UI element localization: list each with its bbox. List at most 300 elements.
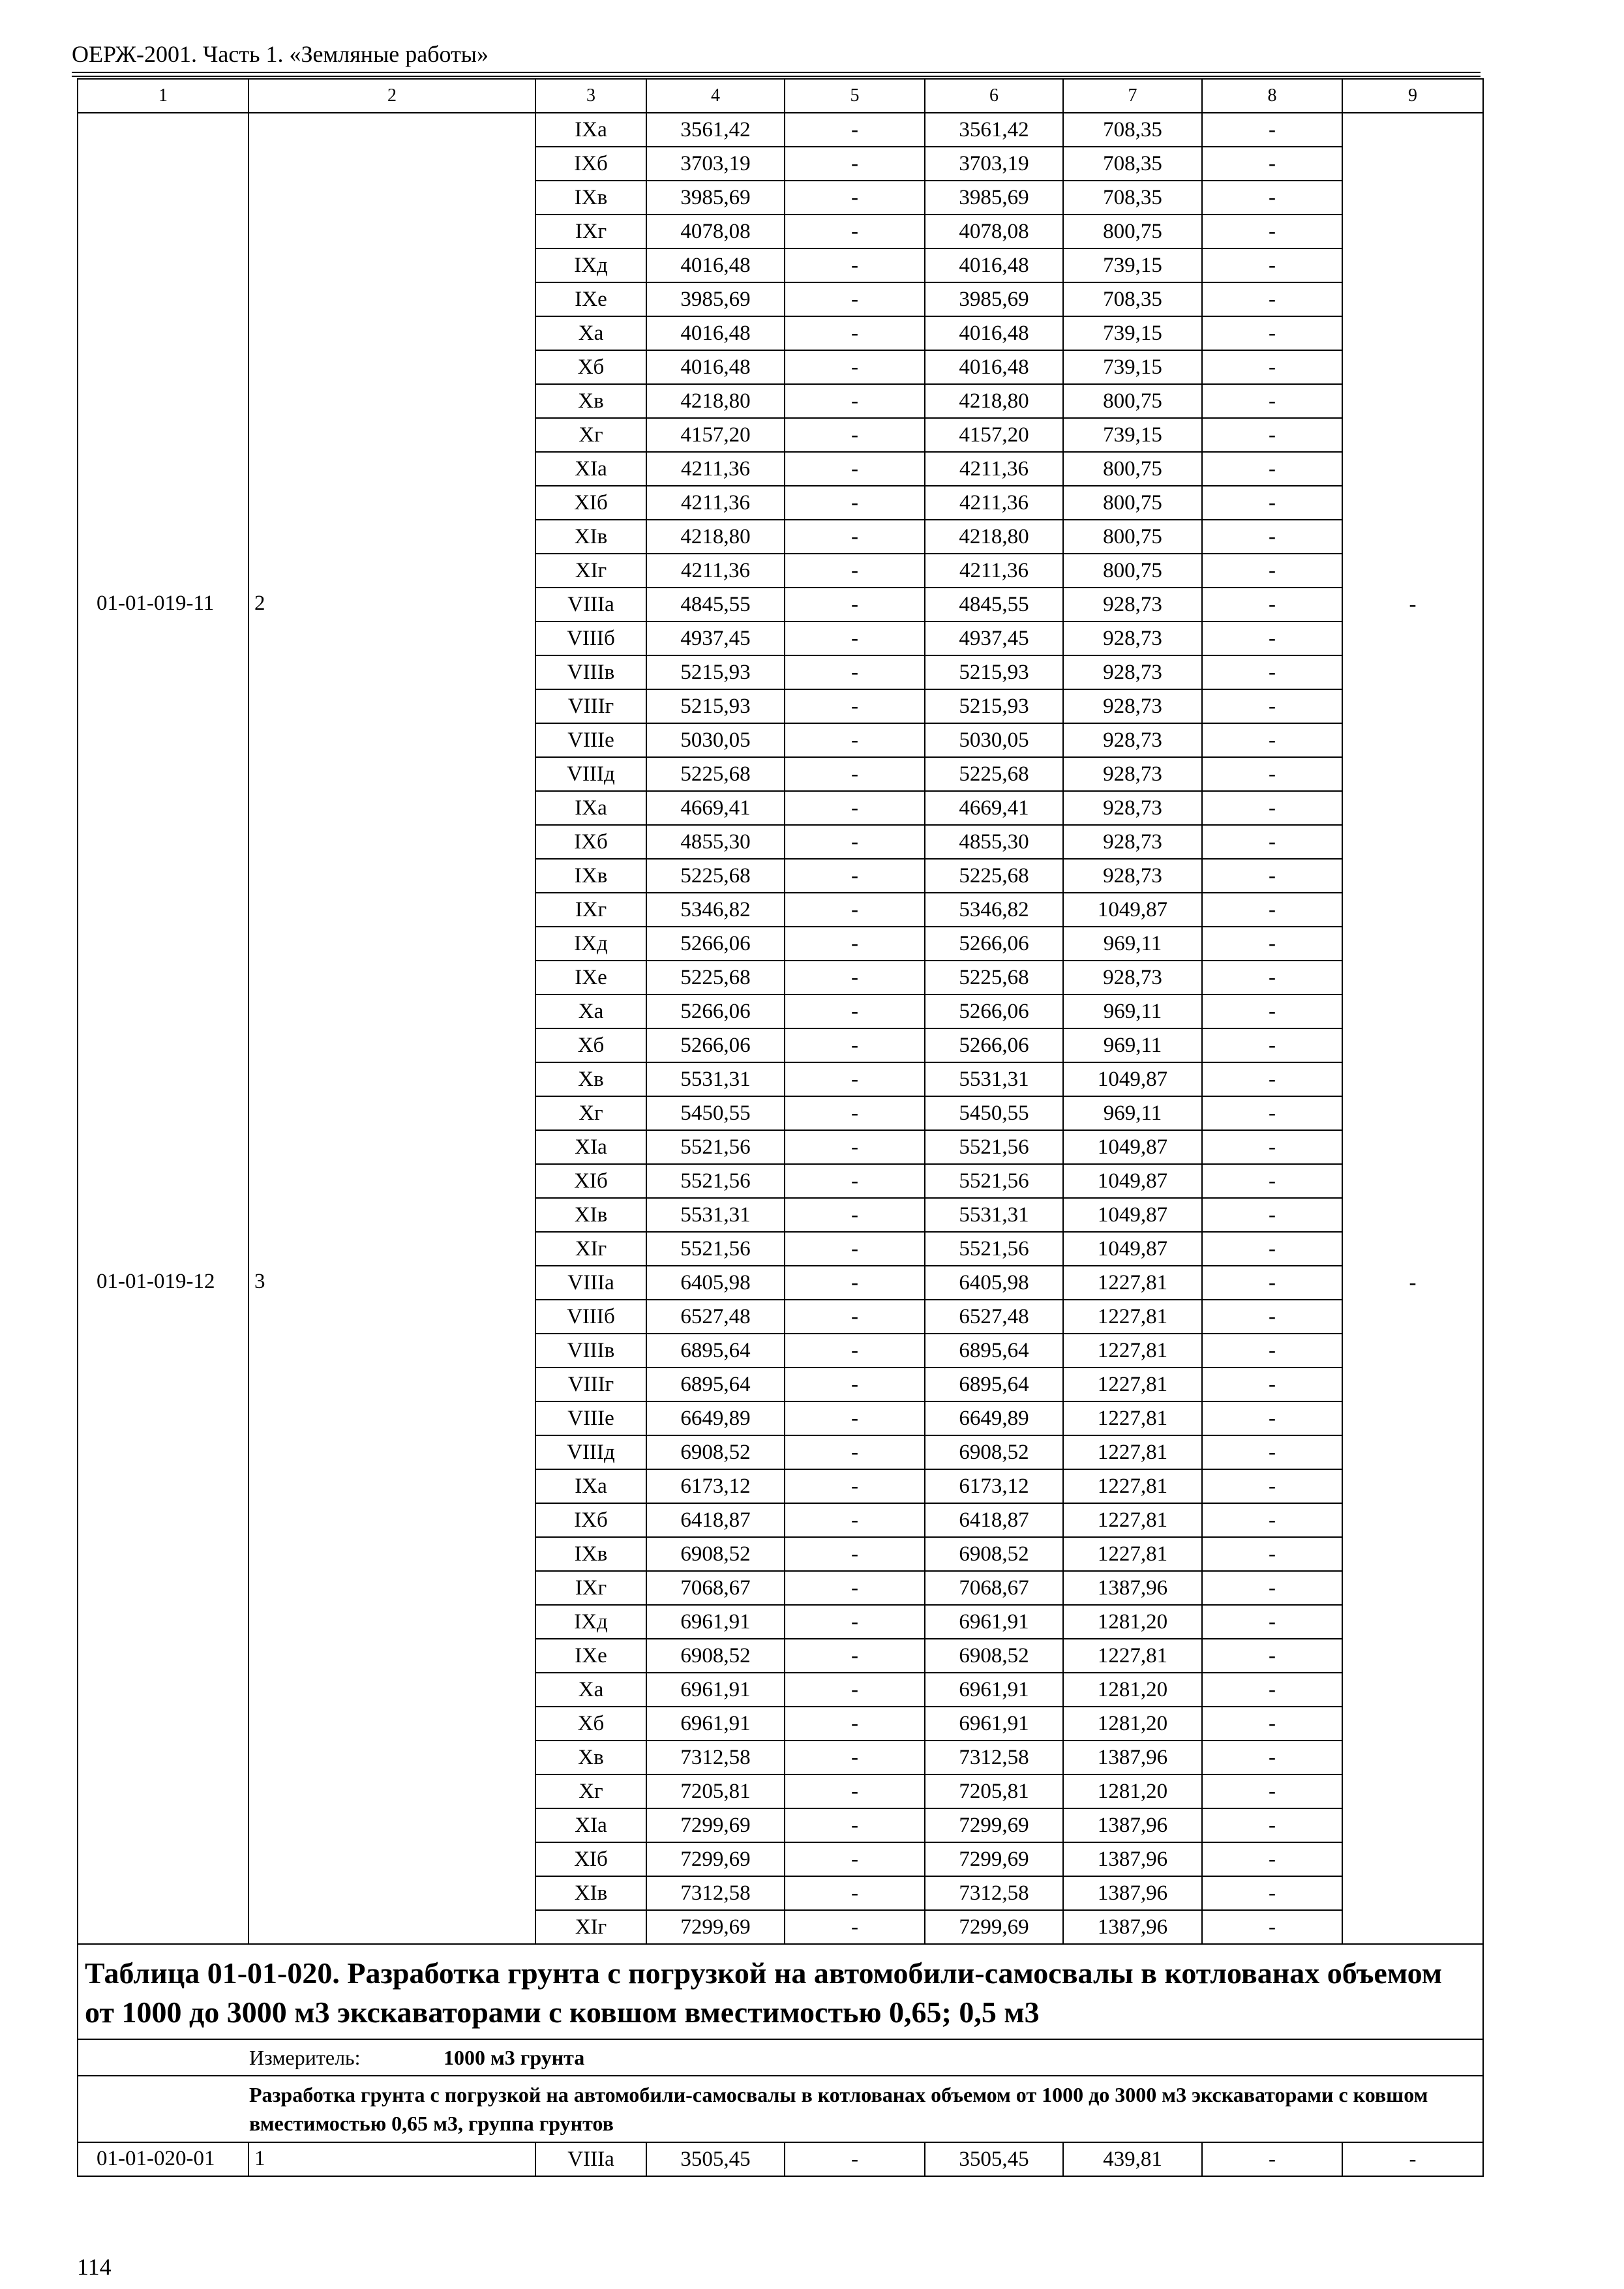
code-cell — [78, 1537, 248, 1571]
table-cell: - — [1202, 248, 1342, 282]
table-cell: XIв — [535, 1198, 646, 1232]
table-cell: - — [785, 1639, 925, 1673]
table-cell: 739,15 — [1063, 316, 1202, 350]
name-cell — [248, 113, 535, 147]
table-cell: 928,73 — [1063, 689, 1202, 723]
col9-cell — [1342, 1605, 1483, 1639]
table-row — [78, 655, 1483, 689]
table-cell: - — [785, 859, 925, 893]
name-cell — [248, 1876, 535, 1910]
column-number: 8 — [1202, 79, 1342, 113]
code-cell — [78, 825, 248, 859]
code-cell — [78, 418, 248, 452]
table-cell: IXб — [535, 1503, 646, 1537]
table-cell: 3505,45 — [925, 2142, 1063, 2176]
col9-cell — [1342, 1028, 1483, 1062]
table-cell: XIг — [535, 554, 646, 588]
table-row — [78, 1774, 1483, 1808]
column-number: 4 — [646, 79, 785, 113]
table-row — [78, 1571, 1483, 1605]
table-row — [78, 757, 1483, 791]
code-cell — [78, 486, 248, 520]
table-row — [78, 181, 1483, 215]
name-cell — [248, 1232, 535, 1266]
table-cell: VIIIв — [535, 655, 646, 689]
table-cell: - — [1202, 1707, 1342, 1741]
col9-cell — [1342, 1876, 1483, 1910]
table-cell: 969,11 — [1063, 927, 1202, 961]
code-cell — [78, 452, 248, 486]
table-cell: Xа — [535, 316, 646, 350]
col9-cell — [1342, 486, 1483, 520]
meter-cell — [78, 2039, 1483, 2076]
table-cell: 3985,69 — [925, 282, 1063, 316]
table-cell: - — [785, 2142, 925, 2176]
col9-cell — [1342, 1503, 1483, 1537]
col9-cell — [1342, 927, 1483, 961]
code-cell — [78, 1774, 248, 1808]
table-cell: 6418,87 — [646, 1503, 785, 1537]
meter-value: 1000 м3 грунта — [444, 2046, 585, 2069]
table-cell: - — [785, 215, 925, 248]
name-cell — [248, 1469, 535, 1503]
table-cell: - — [785, 1503, 925, 1537]
column-number: 6 — [925, 79, 1063, 113]
name-cell — [248, 1164, 535, 1198]
table-cell: Xв — [535, 1062, 646, 1096]
table-row — [78, 1707, 1483, 1741]
table-cell: 708,35 — [1063, 113, 1202, 147]
table-cell: IXа — [535, 791, 646, 825]
table-row — [78, 215, 1483, 248]
table-cell: VIIIв — [535, 1334, 646, 1368]
table-cell: - — [1202, 486, 1342, 520]
col9-cell — [1342, 723, 1483, 757]
table-row — [78, 1096, 1483, 1130]
table-cell: - — [1202, 384, 1342, 418]
code-cell — [78, 1368, 248, 1401]
col9-cell — [1342, 282, 1483, 316]
table-cell: - — [1202, 350, 1342, 384]
table-cell: - — [1202, 723, 1342, 757]
table-row — [78, 961, 1483, 995]
name-cell — [248, 791, 535, 825]
table-cell: - — [1202, 825, 1342, 859]
code-cell — [78, 1232, 248, 1266]
rates-table — [77, 78, 1484, 2177]
name-cell — [248, 893, 535, 927]
table-cell: - — [1202, 520, 1342, 554]
table-cell: - — [1202, 1639, 1342, 1673]
col9-cell — [1342, 1808, 1483, 1842]
table-cell: - — [1202, 893, 1342, 927]
code-cell — [78, 1707, 248, 1741]
table-cell: 6908,52 — [925, 1537, 1063, 1571]
table-cell: - — [1202, 1774, 1342, 1808]
table-cell: - — [785, 147, 925, 181]
name-cell — [248, 655, 535, 689]
table-cell: 6908,52 — [646, 1537, 785, 1571]
name-cell — [248, 215, 535, 248]
table-row — [78, 486, 1483, 520]
column-number: 5 — [785, 79, 925, 113]
col9-cell — [1342, 147, 1483, 181]
table-cell: 1227,81 — [1063, 1368, 1202, 1401]
table-cell: 3561,42 — [646, 113, 785, 147]
table-cell: 1049,87 — [1063, 1198, 1202, 1232]
table-cell: - — [785, 1876, 925, 1910]
table-cell: Xа — [535, 1673, 646, 1707]
table-row — [78, 1469, 1483, 1503]
table-cell: 5030,05 — [925, 723, 1063, 757]
table-cell: 6527,48 — [646, 1300, 785, 1334]
table-cell: 5531,31 — [646, 1062, 785, 1096]
col9-cell — [1342, 1741, 1483, 1774]
code-cell — [78, 147, 248, 181]
col9-cell — [1342, 961, 1483, 995]
column-number: 1 — [78, 79, 248, 113]
name-cell: 1 — [248, 2142, 535, 2176]
table-cell: - — [785, 486, 925, 520]
table-cell: 6961,91 — [646, 1673, 785, 1707]
table-cell: 739,15 — [1063, 350, 1202, 384]
table-cell: IXе — [535, 961, 646, 995]
table-row — [78, 1062, 1483, 1096]
table-row — [78, 282, 1483, 316]
table-cell: 4937,45 — [646, 621, 785, 655]
table-cell: IXв — [535, 1537, 646, 1571]
name-cell — [248, 1673, 535, 1707]
table-cell: XIв — [535, 1876, 646, 1910]
table-cell: - — [785, 1401, 925, 1435]
table-cell: 6961,91 — [646, 1707, 785, 1741]
name-cell — [248, 1571, 535, 1605]
table-cell: 6961,91 — [925, 1605, 1063, 1639]
name-cell — [248, 757, 535, 791]
name-cell — [248, 350, 535, 384]
table-row — [78, 825, 1483, 859]
name-cell — [248, 1130, 535, 1164]
code-cell: 01-01-019-11 — [78, 588, 248, 621]
code-cell — [78, 1334, 248, 1368]
table-cell: 5450,55 — [925, 1096, 1063, 1130]
table-cell: - — [1202, 1435, 1342, 1469]
table-row — [78, 1605, 1483, 1639]
table-cell: 7299,69 — [646, 1910, 785, 1944]
table-row — [78, 2142, 1483, 2176]
table-cell: - — [785, 1164, 925, 1198]
table-cell: XIа — [535, 1808, 646, 1842]
name-cell — [248, 181, 535, 215]
table-cell: 6961,91 — [646, 1605, 785, 1639]
name-cell — [248, 282, 535, 316]
table-cell: 6418,87 — [925, 1503, 1063, 1537]
col9-cell: - — [1342, 2142, 1483, 2176]
table-title-row — [78, 1944, 1483, 2039]
code-cell — [78, 1503, 248, 1537]
table-row — [78, 1537, 1483, 1571]
table-cell: 7068,67 — [646, 1571, 785, 1605]
table-cell: 5215,93 — [646, 655, 785, 689]
code-cell — [78, 282, 248, 316]
table-cell: 4855,30 — [925, 825, 1063, 859]
code-cell — [78, 1842, 248, 1876]
table-cell: 6649,89 — [646, 1401, 785, 1435]
table-row — [78, 1334, 1483, 1368]
code-cell — [78, 1130, 248, 1164]
table-cell: - — [1202, 1368, 1342, 1401]
table-row — [78, 418, 1483, 452]
table-cell: IXд — [535, 248, 646, 282]
name-cell — [248, 961, 535, 995]
table-cell: - — [785, 1232, 925, 1266]
table-cell: Xа — [535, 995, 646, 1028]
table-row — [78, 791, 1483, 825]
table-row — [78, 316, 1483, 350]
col9-cell — [1342, 1368, 1483, 1401]
name-cell — [248, 1435, 535, 1469]
table-cell: 6961,91 — [925, 1673, 1063, 1707]
table-cell: IXг — [535, 215, 646, 248]
code-cell — [78, 1164, 248, 1198]
table-row — [78, 1842, 1483, 1876]
col9-cell — [1342, 1130, 1483, 1164]
table-title: Таблица 01-01-020. Разработка грунта с погрузкой на автомобили-самосвалы в котлованах объемом от 1000 до 3000 м3 экскаваторами с ковшом вместимостью 0,65; 0,5 м3 — [78, 1944, 1483, 2039]
table-cell: 7299,69 — [925, 1808, 1063, 1842]
name-cell — [248, 995, 535, 1028]
table-cell: - — [785, 282, 925, 316]
table-cell: 3703,19 — [646, 147, 785, 181]
table-cell: 800,75 — [1063, 486, 1202, 520]
table-cell: - — [1202, 1910, 1342, 1944]
col9-cell — [1342, 1401, 1483, 1435]
col9-cell — [1342, 1198, 1483, 1232]
name-cell — [248, 1707, 535, 1741]
name-cell — [248, 689, 535, 723]
table-cell: 1227,81 — [1063, 1639, 1202, 1673]
code-cell — [78, 689, 248, 723]
table-cell: 7299,69 — [646, 1808, 785, 1842]
table-cell: 6908,52 — [925, 1639, 1063, 1673]
table-cell: - — [785, 995, 925, 1028]
table-cell: 4669,41 — [925, 791, 1063, 825]
code-cell: 01-01-020-01 — [78, 2142, 248, 2176]
code-cell — [78, 248, 248, 282]
table-row — [78, 113, 1483, 147]
table-cell: - — [785, 1435, 925, 1469]
table-cell: - — [1202, 1469, 1342, 1503]
table-cell: 4937,45 — [925, 621, 1063, 655]
col9-cell — [1342, 757, 1483, 791]
table-cell: IXа — [535, 1469, 646, 1503]
col9-cell — [1342, 1707, 1483, 1741]
table-cell: - — [1202, 1605, 1342, 1639]
table-cell: XIг — [535, 1910, 646, 1944]
column-number: 2 — [248, 79, 535, 113]
table-cell: - — [1202, 181, 1342, 215]
table-cell: - — [1202, 927, 1342, 961]
table-cell: XIб — [535, 1164, 646, 1198]
table-cell: 7299,69 — [925, 1842, 1063, 1876]
table-cell: 4845,55 — [925, 588, 1063, 621]
table-cell: 1049,87 — [1063, 893, 1202, 927]
table-cell: 5531,31 — [925, 1198, 1063, 1232]
table-cell: 6527,48 — [925, 1300, 1063, 1334]
table-cell: 928,73 — [1063, 757, 1202, 791]
code-cell — [78, 1062, 248, 1096]
table-cell: 5346,82 — [646, 893, 785, 927]
page-number: 114 — [77, 2254, 112, 2280]
table-cell: IXе — [535, 1639, 646, 1673]
table-cell: - — [1202, 757, 1342, 791]
name-cell — [248, 1741, 535, 1774]
table-cell: 1281,20 — [1063, 1673, 1202, 1707]
table-cell: 928,73 — [1063, 621, 1202, 655]
name-cell — [248, 1401, 535, 1435]
table-cell: 928,73 — [1063, 961, 1202, 995]
col9-cell — [1342, 689, 1483, 723]
table-cell: 928,73 — [1063, 655, 1202, 689]
table-row — [78, 1028, 1483, 1062]
col9-cell — [1342, 1842, 1483, 1876]
table-cell: - — [1202, 1096, 1342, 1130]
name-cell — [248, 1774, 535, 1808]
table-cell: - — [785, 655, 925, 689]
page-header: ОЕРЖ-2001. Часть 1. «Земляные работы» — [72, 41, 489, 67]
table-cell: 4016,48 — [925, 248, 1063, 282]
table-cell: Xг — [535, 1096, 646, 1130]
table-cell: Xб — [535, 350, 646, 384]
table-cell: 5215,93 — [925, 689, 1063, 723]
code-cell — [78, 893, 248, 927]
table-cell: 5225,68 — [925, 961, 1063, 995]
header-rule — [72, 72, 1481, 73]
name-cell — [248, 1605, 535, 1639]
table-cell: Xв — [535, 1741, 646, 1774]
table-cell: 6895,64 — [925, 1334, 1063, 1368]
section-desc-cell — [78, 2076, 1483, 2142]
col9-cell — [1342, 1469, 1483, 1503]
col9-cell — [1342, 1774, 1483, 1808]
table-cell: Xг — [535, 1774, 646, 1808]
table-cell: 5521,56 — [925, 1164, 1063, 1198]
code-cell: 01-01-019-12 — [78, 1266, 248, 1300]
table-cell: IXе — [535, 282, 646, 316]
table-cell: 800,75 — [1063, 215, 1202, 248]
table-cell: - — [1202, 1503, 1342, 1537]
table-cell: 4669,41 — [646, 791, 785, 825]
table-cell: - — [1202, 1401, 1342, 1435]
col9-cell: - — [1342, 1266, 1483, 1300]
table-cell: - — [1202, 452, 1342, 486]
code-cell — [78, 1571, 248, 1605]
table-cell: 1281,20 — [1063, 1774, 1202, 1808]
table-cell: IXв — [535, 181, 646, 215]
name-cell — [248, 859, 535, 893]
table-cell: Xг — [535, 418, 646, 452]
col9-cell — [1342, 113, 1483, 147]
table-cell: 5266,06 — [646, 927, 785, 961]
header-rule-2 — [72, 76, 1481, 77]
table-cell: 3561,42 — [925, 113, 1063, 147]
table-row — [78, 147, 1483, 181]
table-cell: 7312,58 — [646, 1741, 785, 1774]
table-cell: - — [1202, 1571, 1342, 1605]
code-cell — [78, 621, 248, 655]
table-cell: 4218,80 — [925, 520, 1063, 554]
table-cell: - — [1202, 588, 1342, 621]
column-number: 7 — [1063, 79, 1202, 113]
col9-cell — [1342, 825, 1483, 859]
table-cell: 5521,56 — [646, 1232, 785, 1266]
table-cell: 4016,48 — [646, 350, 785, 384]
table-cell: - — [1202, 1876, 1342, 1910]
table-cell: - — [785, 723, 925, 757]
table-cell: - — [785, 1571, 925, 1605]
name-cell — [248, 147, 535, 181]
table-cell: VIIIд — [535, 1435, 646, 1469]
table-cell: - — [1202, 1300, 1342, 1334]
table-cell: - — [1202, 147, 1342, 181]
table-cell: 5450,55 — [646, 1096, 785, 1130]
name-cell — [248, 384, 535, 418]
table-cell: 4016,48 — [925, 316, 1063, 350]
table-row — [78, 1164, 1483, 1198]
name-cell — [248, 554, 535, 588]
table-cell: 6895,64 — [646, 1368, 785, 1401]
table-cell: 5225,68 — [925, 757, 1063, 791]
table-cell: - — [1202, 859, 1342, 893]
table-cell: - — [1202, 418, 1342, 452]
table-row — [78, 893, 1483, 927]
table-cell: - — [1202, 1537, 1342, 1571]
table-cell: 3985,69 — [646, 181, 785, 215]
name-cell — [248, 1842, 535, 1876]
code-cell — [78, 1876, 248, 1910]
col9-cell — [1342, 215, 1483, 248]
table-cell: XIб — [535, 1842, 646, 1876]
code-cell — [78, 1741, 248, 1774]
table-cell: - — [1202, 2142, 1342, 2176]
table-cell: - — [785, 961, 925, 995]
table-cell: - — [785, 1028, 925, 1062]
table-cell: - — [1202, 621, 1342, 655]
col9-cell — [1342, 893, 1483, 927]
table-cell: - — [785, 1537, 925, 1571]
col9-cell — [1342, 859, 1483, 893]
table-cell: 1227,81 — [1063, 1300, 1202, 1334]
table-cell: 5225,68 — [925, 859, 1063, 893]
table-row — [78, 927, 1483, 961]
table-cell: 1387,96 — [1063, 1842, 1202, 1876]
name-cell — [248, 316, 535, 350]
code-cell — [78, 859, 248, 893]
table-cell: - — [1202, 215, 1342, 248]
table-cell: - — [1202, 316, 1342, 350]
col9-cell — [1342, 655, 1483, 689]
name-cell — [248, 1096, 535, 1130]
table-cell: - — [1202, 1808, 1342, 1842]
table-cell: - — [785, 1368, 925, 1401]
col9-cell — [1342, 316, 1483, 350]
code-cell — [78, 1469, 248, 1503]
table-cell: XIб — [535, 486, 646, 520]
table-cell: - — [785, 452, 925, 486]
name-cell — [248, 927, 535, 961]
table-cell: - — [785, 1300, 925, 1334]
table-cell: 800,75 — [1063, 554, 1202, 588]
col9-cell — [1342, 350, 1483, 384]
